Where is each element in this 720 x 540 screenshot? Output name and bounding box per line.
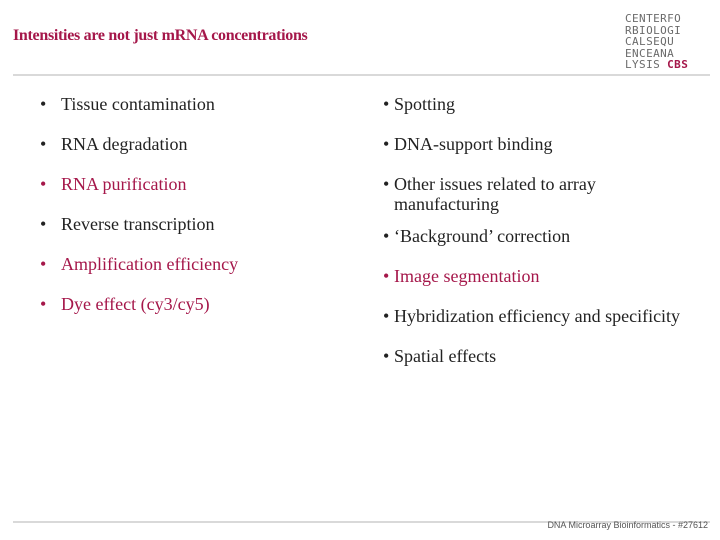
logo-line-3: CALSEQU	[625, 35, 675, 49]
logo-lysis: LYSIS	[625, 58, 661, 72]
bullet-icon: •	[383, 174, 390, 194]
bullet-icon: •	[383, 134, 390, 154]
bullet-icon: •	[383, 306, 390, 326]
bullet-icon: •	[40, 214, 47, 234]
list-item-continuation: manufacturing	[394, 194, 499, 214]
list-item-text-line1: Other issues related to array	[394, 174, 596, 194]
list-item-text: Hybridization efficiency and specificity	[394, 306, 681, 326]
bullet-icon: •	[40, 134, 47, 154]
list-item	[40, 170, 360, 210]
list-item	[383, 222, 718, 262]
list-item-text: Dye effect (cy3/cy5)	[61, 294, 210, 314]
list-item	[40, 210, 360, 250]
logo-line-2: RBIOLOGI	[625, 23, 682, 37]
list-item	[383, 342, 718, 382]
list-item-text: Tissue contamination	[61, 94, 215, 114]
bullet-icon: •	[383, 226, 390, 246]
right-bullet-list	[383, 90, 718, 382]
list-item-text: Spotting	[394, 94, 456, 114]
bullet-icon: •	[40, 254, 47, 274]
list-item-text: Spatial effects	[394, 346, 497, 366]
logo-line-1: CENTERFO	[625, 12, 682, 25]
left-bullet-list	[40, 90, 360, 330]
list-item-text: Amplification efficiency	[61, 254, 239, 274]
cbs-logo	[625, 13, 688, 71]
list-item	[40, 290, 360, 330]
title-divider	[13, 74, 710, 76]
bullet-icon: •	[40, 174, 47, 194]
list-item-text: Reverse transcription	[61, 214, 215, 234]
logo-cbs: CBS	[667, 58, 689, 72]
bullet-icon: •	[40, 294, 47, 314]
bullet-icon: •	[383, 94, 390, 114]
bullet-icon: •	[383, 266, 390, 286]
list-item	[383, 90, 718, 130]
list-item	[383, 302, 718, 342]
list-item-text: ‘Background’ correction	[394, 226, 571, 246]
logo-line-4: ENCEANA	[625, 46, 675, 60]
list-item-text	[394, 174, 596, 194]
list-item	[383, 262, 718, 302]
list-item-text: RNA purification	[61, 174, 187, 194]
slide-title: Intensities are not just mRNA concentrations	[13, 27, 308, 44]
logo-line-5	[625, 59, 688, 71]
list-item	[40, 130, 360, 170]
list-item	[40, 250, 360, 290]
bullet-icon: •	[383, 346, 390, 366]
list-item	[40, 90, 360, 130]
list-item-text: RNA degradation	[61, 134, 188, 154]
list-item	[383, 130, 718, 170]
bullet-icon: •	[40, 94, 47, 114]
list-item-text: Image segmentation	[394, 266, 540, 286]
footer-text: DNA Microarray Bioinformatics - #27612	[547, 520, 708, 530]
list-item-text: DNA-support binding	[394, 134, 553, 154]
